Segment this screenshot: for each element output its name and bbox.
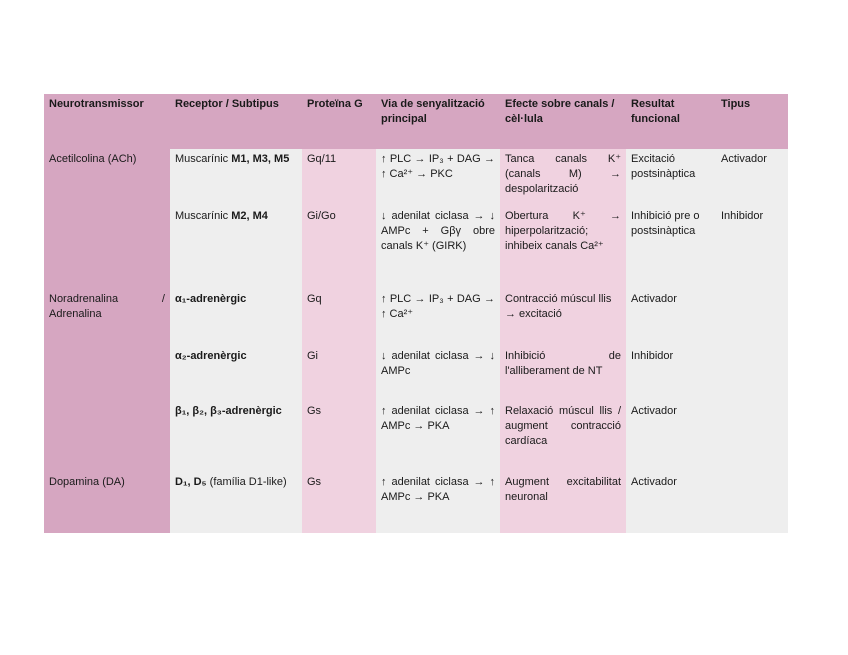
table-row [44, 149, 788, 206]
cell-effect: Augment excitabilitat neuronal [500, 472, 626, 533]
cell-gprotein: Gi/Go [302, 206, 376, 289]
cell-gprotein: Gq [302, 289, 376, 346]
cell-type: Activador [716, 149, 788, 206]
header-proteina-g: Proteïna G [302, 94, 376, 149]
header-neurotransmissor: Neurotransmissor [44, 94, 170, 149]
receptor-subtypes: α₁-adrenèrgic [175, 293, 247, 305]
cell-type [716, 289, 788, 346]
cell-pathway: ↑ PLC → IP₃ + DAG → ↑ Ca²⁺ → PKC [376, 149, 500, 206]
cell-result: Excitació postsinàptica [626, 149, 716, 206]
cell-receptor [170, 206, 302, 289]
cell-neurotransmitter: Acetilcolina (ACh) [44, 149, 170, 206]
cell-effect: Inhibició de l'alliberament de NT [500, 346, 626, 401]
cell-effect: Tanca canals K⁺ (canals M) → despolarització [500, 149, 626, 206]
cell-receptor [170, 472, 302, 533]
receptor-subtypes: M1, M3, M5 [231, 153, 290, 165]
cell-receptor [170, 289, 302, 346]
table-row [44, 289, 788, 346]
header-tipus: Tipus [716, 94, 788, 149]
cell-result: Activador [626, 472, 716, 533]
cell-neurotransmitter [44, 401, 170, 472]
cell-pathway: ↑ adenilat ciclasa → ↑ AMPc → PKA [376, 401, 500, 472]
cell-pathway: ↓ adenilat ciclasa → ↓ AMPc + Gβγ obre canals K⁺ (GIRK) [376, 206, 500, 289]
cell-pathway: ↓ adenilat ciclasa → ↓ AMPc [376, 346, 500, 401]
receptor-subtypes: α₂-adrenèrgic [175, 350, 247, 362]
cell-neurotransmitter [44, 206, 170, 289]
cell-pathway: ↑ adenilat ciclasa → ↑ AMPc → PKA [376, 472, 500, 533]
cell-receptor [170, 346, 302, 401]
header-receptor: Receptor / Subtipus [170, 94, 302, 149]
receptor-subtypes: D₁, D₅ [175, 476, 207, 488]
receptor-subtypes: β₁, β₂, β₃-adrenèrgic [175, 405, 282, 417]
table-row [44, 472, 788, 533]
cell-result: Inhibició pre o postsinàptica [626, 206, 716, 289]
cell-gprotein: Gs [302, 472, 376, 533]
cell-neurotransmitter: Dopamina (DA) [44, 472, 170, 533]
receptor-label: (família D1-like) [206, 476, 287, 488]
receptor-label: Muscarínic [175, 210, 232, 222]
table-header-row [44, 94, 788, 149]
cell-result: Activador [626, 401, 716, 472]
cell-neurotransmitter: Noradrenalina / Adrenalina [44, 289, 170, 346]
header-resultat: Resultat funcional [626, 94, 716, 149]
cell-gprotein: Gi [302, 346, 376, 401]
cell-result: Inhibidor [626, 346, 716, 401]
cell-pathway: ↑ PLC → IP₃ + DAG → ↑ Ca²⁺ [376, 289, 500, 346]
table-row [44, 346, 788, 401]
cell-type [716, 401, 788, 472]
cell-effect: Relaxació múscul llis / augment contracció cardíaca [500, 401, 626, 472]
cell-receptor [170, 401, 302, 472]
cell-effect: Contracció múscul llis → excitació [500, 289, 626, 346]
receptor-label: Muscarínic [175, 153, 232, 165]
cell-gprotein: Gs [302, 401, 376, 472]
receptor-subtypes: M2, M4 [231, 210, 268, 222]
cell-type: Inhibidor [716, 206, 788, 289]
cell-result: Activador [626, 289, 716, 346]
cell-neurotransmitter [44, 346, 170, 401]
table-row [44, 206, 788, 289]
header-efecte: Efecte sobre canals / cèl·lula [500, 94, 626, 149]
cell-type [716, 472, 788, 533]
cell-receptor [170, 149, 302, 206]
cell-type [716, 346, 788, 401]
header-via: Via de senyalització principal [376, 94, 500, 149]
cell-gprotein: Gq/11 [302, 149, 376, 206]
cell-effect: Obertura K⁺ → hiperpolarització; inhibeix canals Ca²⁺ [500, 206, 626, 289]
table-row [44, 401, 788, 472]
receptor-table [44, 94, 788, 533]
